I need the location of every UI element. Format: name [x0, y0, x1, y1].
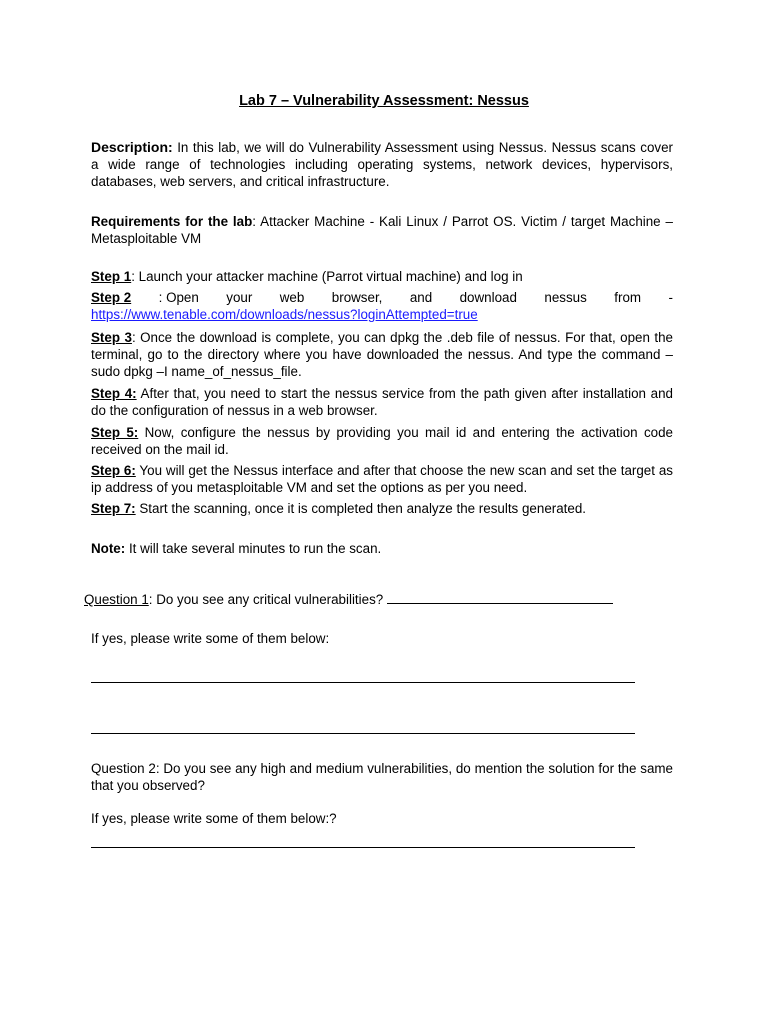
question-2-followup: If yes, please write some of them below:? [91, 811, 337, 826]
step-2-word: browser, [331, 290, 383, 305]
step-2-word: download [459, 290, 517, 305]
description-label: Description: [91, 139, 173, 155]
step-2-line [91, 289, 673, 306]
page-title: Lab 7 – Vulnerability Assessment: Nessus [239, 93, 529, 109]
question-1-text: : Do you see any critical vulnerabilities? [148, 592, 384, 607]
step-6-label: Step 6: [91, 463, 136, 478]
step-5-label: Step 5: [91, 425, 139, 440]
question-1-answer-blank[interactable] [387, 591, 613, 604]
step-4 [91, 385, 673, 419]
requirements-paragraph [91, 213, 673, 247]
question-1-followup: If yes, please write some of them below: [91, 631, 330, 646]
description-text: In this lab, we will do Vulnerability Assessment using Nessus. Nessus scans cover a wide range of technologies including operating systems, network devices, hypervisors, databases, web servers, and critical infrastructure. [91, 140, 673, 189]
question-1-label: Question 1 [84, 592, 149, 607]
step-2 [91, 289, 673, 323]
step-2-word: from [614, 290, 642, 305]
answer-line[interactable] [91, 682, 635, 683]
step-1-label: Step 1 [91, 269, 132, 284]
step-4-label: Step 4: [91, 386, 137, 401]
step-6 [91, 462, 673, 496]
step-2-word: your [226, 290, 253, 305]
step-1 [91, 268, 673, 285]
question-2 [91, 760, 673, 794]
step-2-word: : Open [158, 290, 199, 305]
step-7 [91, 500, 673, 517]
question-2-text: : Do you see any high and medium vulnerabilities, do mention the solution for the same that you observed? [91, 761, 673, 793]
answer-line[interactable] [91, 847, 635, 848]
step-7-label: Step 7: [91, 501, 136, 516]
note-text: It will take several minutes to run the scan. [125, 541, 382, 556]
step-3-label: Step 3 [91, 330, 132, 345]
step-2-label: Step 2 [91, 290, 132, 305]
step-6-text: You will get the Nessus interface and after that choose the new scan and set the target as ip address of you metasploitable VM and set the options as per you need. [91, 463, 673, 495]
step-5 [91, 424, 673, 458]
step-2-word: web [279, 290, 305, 305]
nessus-download-link[interactable]: https://www.tenable.com/downloads/nessus?loginAttempted=true [91, 307, 478, 322]
answer-line[interactable] [91, 733, 635, 734]
description-paragraph [91, 139, 673, 190]
step-2-word: - [668, 290, 673, 305]
step-7-text: Start the scanning, once it is completed then analyze the results generated. [135, 501, 587, 516]
question-2-label: Question 2 [91, 761, 156, 776]
step-2-word: and [409, 290, 433, 305]
note-label: Note: [91, 541, 126, 556]
step-3 [91, 329, 673, 380]
step-1-text: : Launch your attacker machine (Parrot virtual machine) and log in [131, 269, 523, 284]
step-2-word: nessus [544, 290, 587, 305]
requirements-text: : Attacker Machine - Kali Linux / Parrot OS. Victim / target Machine – Metasploitable VM [91, 214, 673, 246]
step-3-text: : Once the download is complete, you can dpkg the .deb file of nessus. For that, open the terminal, go to the directory where you have downloaded the nessus. And type the command – sudo dpkg –I name_of_nessus_file. [91, 330, 674, 379]
requirements-label: Requirements for the lab [91, 214, 253, 229]
question-1 [84, 591, 613, 608]
note [91, 540, 673, 557]
step-5-text: Now, configure the nessus by providing you mail id and entering the activation code received on the mail id. [91, 425, 674, 457]
step-4-text: After that, you need to start the nessus service from the path given after installation and do the configuration of nessus in a web browser. [91, 386, 673, 418]
